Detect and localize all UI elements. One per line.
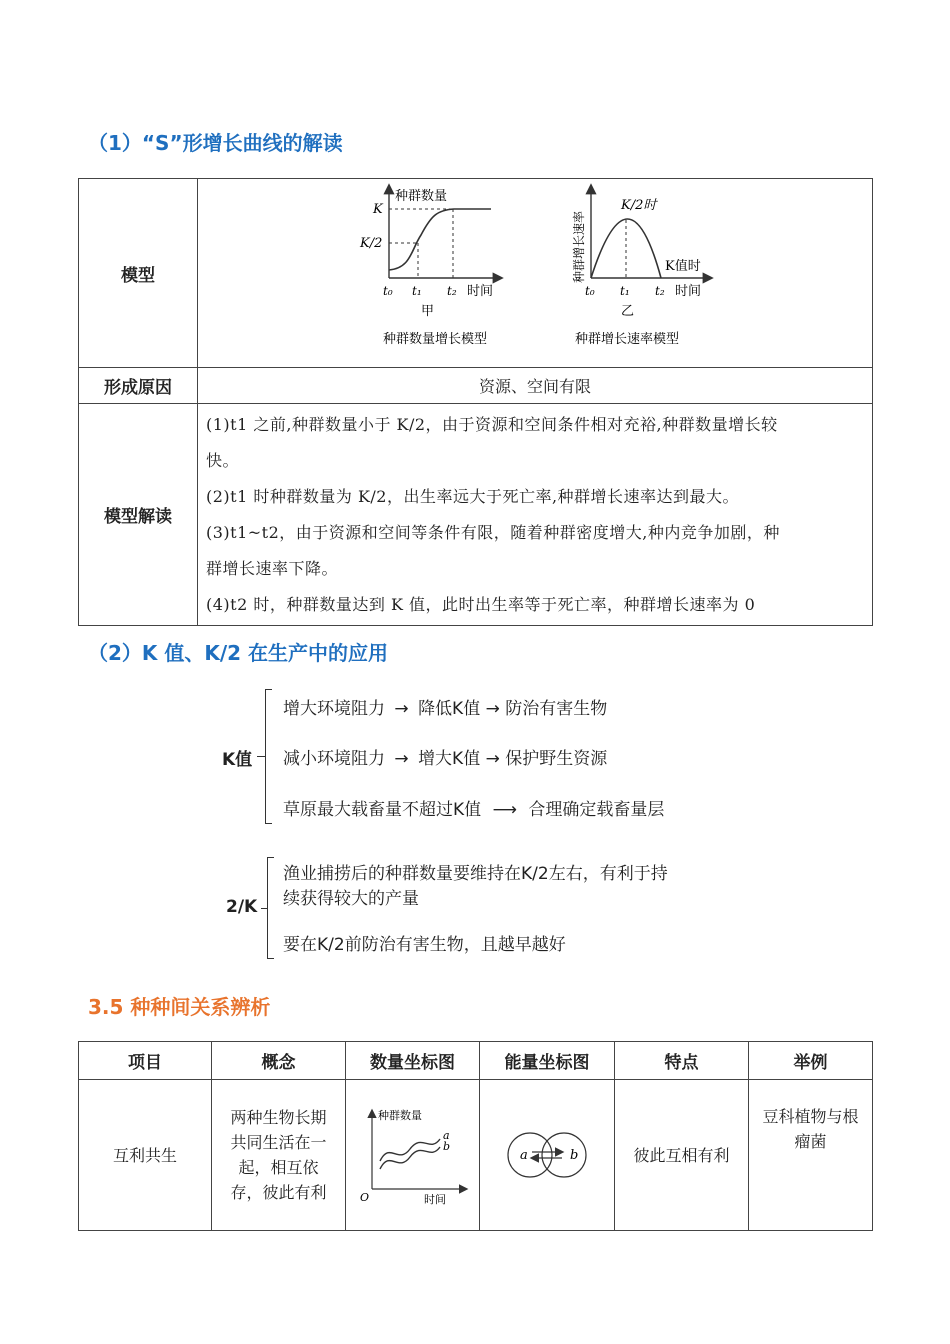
col-header-item: 项目 (79, 1042, 212, 1080)
kvalue-item-1 (283, 694, 607, 719)
interp-line: (1)t1 之前,种群数量小于 K/2，由于资源和空间条件相对充裕,种群数量增长较 (206, 414, 778, 434)
cause-text: 资源、空间有限 (198, 368, 873, 404)
table-row (79, 1080, 873, 1231)
row-feature: 彼此互相有利 (615, 1080, 749, 1231)
graph2-peak: K/2时 (621, 198, 657, 213)
population-graph (359, 186, 501, 347)
kvalue-connector (257, 756, 265, 757)
row-item: 互利共生 (79, 1080, 212, 1231)
graph1-caption: 种群数量增长模型 (383, 332, 488, 347)
concept-line: 存，彼此有利 (230, 1183, 327, 1202)
interp-line: (2)t1 时种群数量为 K/2，出生率远大于死亡率,种群增长速率达到最大。 (206, 486, 740, 506)
model-graphs-cell (198, 179, 873, 368)
graph2-t1: t₁ (620, 284, 630, 298)
graph1-t1: t₁ (412, 284, 422, 298)
graph1-t2: t₂ (447, 284, 457, 298)
col-header-example: 举例 (749, 1042, 873, 1080)
long-arrow-icon: ⟶ (492, 800, 517, 820)
graph1-ylabel: 种群数量 (395, 189, 448, 204)
arrow-icon: → (394, 749, 409, 769)
qty-label-a: a (442, 1129, 450, 1142)
qty-label-b: b (442, 1140, 450, 1153)
kvalue-item-2 (283, 744, 607, 769)
khalf-root: 2/K (226, 897, 258, 917)
row-concept (212, 1080, 346, 1231)
khalf-item-2: 要在K/2前防治有害生物，且越早越好 (283, 935, 566, 955)
col-header-energy-graph: 能量坐标图 (480, 1042, 615, 1080)
interp-label: 模型解读 (79, 404, 198, 626)
row-energy-graph (480, 1080, 615, 1231)
col-header-feature: 特点 (615, 1042, 749, 1080)
cause-label: 形成原因 (79, 368, 198, 404)
example-line: 豆科植物与根 (762, 1107, 859, 1126)
kvalue-item-1-b: 降低K值 (418, 699, 481, 719)
kvalue-item-2-a: 减小环境阻力 (283, 749, 385, 769)
growth-rate-graph (571, 186, 711, 347)
kvalue-item-3-c: 合理确定载畜量层 (528, 800, 665, 820)
graph2-caption: 种群增长速率模型 (575, 332, 680, 347)
row-qty-graph (346, 1080, 480, 1231)
qty-ylabel: 种群数量 (377, 1109, 422, 1122)
graph2-t2: t₂ (655, 284, 665, 298)
kvalue-root: K值 (222, 750, 253, 770)
mutualism-energy-graph (488, 1125, 606, 1185)
khalf-item-1 (283, 862, 668, 912)
graph2-xlabel: 时间 (675, 284, 702, 299)
khalf-item-1-line1: 渔业捕捞后的种群数量要维持在K/2左右，有利于持 (283, 864, 668, 884)
qty-origin: O (359, 1191, 369, 1204)
graph2-t0: t₀ (585, 284, 595, 298)
graph1-t0: t₀ (383, 284, 393, 298)
interp-line: 群增长速率下降。 (206, 558, 339, 578)
concept-line: 起，相互依 (238, 1158, 319, 1177)
model-label: 模型 (79, 179, 198, 368)
interp-line: (4)t2 时，种群数量达到 K 值，此时出生率等于死亡率，种群增长速率为 0 (206, 594, 756, 614)
kvalue-item-2-b: 增大K值 (418, 749, 481, 769)
graph1-name: 甲 (421, 304, 435, 319)
khalf-brace (267, 857, 274, 959)
col-header-qty-graph: 数量坐标图 (346, 1042, 480, 1080)
graph2-name: 乙 (621, 304, 635, 319)
arrow-icon: → (394, 699, 409, 719)
graph1-k: K (373, 202, 383, 217)
row-example (749, 1080, 873, 1231)
kvalue-item-2-c: 保护野生资源 (505, 749, 608, 769)
graph2-ylabel: 种群增长速率 (572, 210, 586, 283)
graph1-khalf: K/2 (360, 236, 383, 251)
section1-heading: （1）“S”形增长曲线的解读 (88, 131, 343, 155)
interp-text (198, 404, 873, 626)
energy-label-a: a (520, 1148, 528, 1163)
qty-xlabel: 时间 (423, 1193, 446, 1205)
col-header-concept: 概念 (212, 1042, 346, 1080)
mutualism-quantity-graph (354, 1105, 472, 1205)
graph1-xlabel: 时间 (467, 284, 494, 299)
kvalue-item-1-a: 增大环境阻力 (283, 699, 385, 719)
s-curve-graphs (199, 180, 871, 366)
kvalue-item-3-a: 草原最大载畜量不超过K值 (283, 800, 482, 820)
kvalue-item-1-c: 防治有害生物 (505, 699, 608, 719)
khalf-item-1-line2: 续获得较大的产量 (283, 889, 419, 909)
example-line: 瘤菌 (794, 1132, 827, 1151)
concept-line: 共同生活在一 (230, 1133, 327, 1152)
energy-label-b: b (570, 1148, 579, 1163)
interp-line: (3)t1~t2，由于资源和空间等条件有限，随着种群密度增大,种内竞争加剧，种 (206, 522, 780, 542)
kvalue-item-3 (283, 795, 664, 820)
s-curve-table (78, 178, 873, 626)
interp-line: 快。 (206, 450, 240, 470)
interspecies-table (78, 1041, 873, 1231)
graph2-end: K值时 (665, 259, 701, 274)
arrow-icon: → (485, 749, 500, 769)
kvalue-brace (265, 689, 272, 824)
section3-heading: 3.5 种种间关系辨析 (88, 995, 271, 1019)
concept-line: 两种生物长期 (230, 1108, 327, 1127)
arrow-icon: → (485, 699, 500, 719)
section2-heading: （2）K 值、K/2 在生产中的应用 (88, 641, 389, 665)
